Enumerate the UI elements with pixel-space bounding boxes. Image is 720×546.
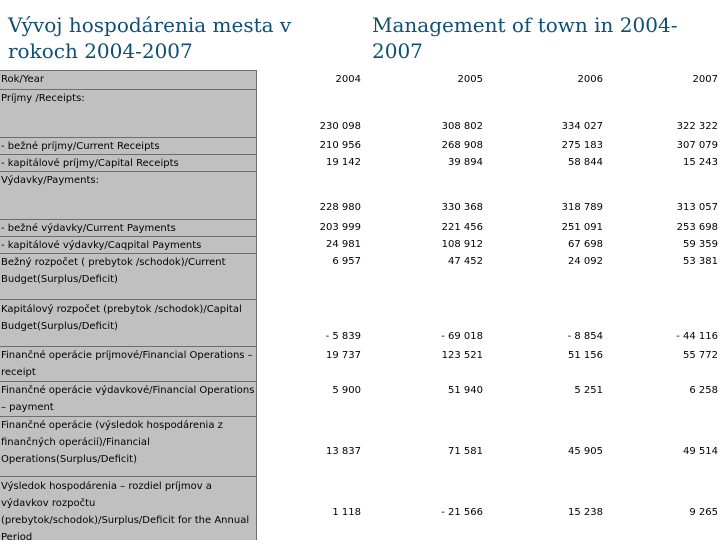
title-english: Management of town in 2004-2007: [372, 13, 678, 63]
value-cell: 6 957: [332, 256, 361, 267]
row-divider: [0, 476, 256, 477]
value-cell: 15 243: [683, 157, 718, 168]
value-cell: 19 142: [326, 157, 361, 168]
value-cell: 322 322: [676, 121, 718, 132]
value-cell: 6 258: [689, 385, 718, 396]
value-cell: 307 079: [676, 140, 718, 151]
year-2005: 2005: [457, 74, 483, 85]
label-economic-result: Výsledok hospodárenia – rozdiel príjmov a výdavkov rozpočtu (prebytok/schodok)/Surplus/Deficit for the Annual Period: [1, 481, 250, 543]
label-current-payments: - bežné výdavky/Current Payments: [1, 223, 176, 234]
label-payments: Výdavky/Payments:: [1, 175, 99, 186]
value-cell: 308 802: [441, 121, 483, 132]
value-cell: 15 238: [568, 507, 603, 518]
value-cell: - 5 839: [325, 331, 361, 342]
value-cell: - 21 566: [441, 507, 483, 518]
label-capital-payments: - kapitálové výdavky/Caqpital Payments: [1, 240, 202, 251]
value-cell: 253 698: [676, 222, 718, 233]
value-cell: 59 359: [683, 239, 718, 250]
value-cell: 47 452: [448, 256, 483, 267]
label-current-budget: Bežný rozpočet ( prebytok /schodok)/Current Budget(Surplus/Deficit): [1, 257, 226, 285]
value-cell: 49 514: [683, 446, 718, 457]
title-slovak: Vývoj hospodárenia mesta v rokoch 2004-2007: [8, 13, 292, 63]
label-capital-receipts: - kapitálové príjmy/Capital Receipts: [1, 158, 179, 169]
header-label: Rok/Year: [1, 74, 44, 85]
value-cell: 53 381: [683, 256, 718, 267]
label-fin-result: Finančné operácie (výsledok hospodárenia z finančných operácií)/Financial Operations(Surplus/Deficit): [1, 420, 223, 465]
value-cell: 228 980: [319, 202, 361, 213]
value-cell: 24 092: [568, 256, 603, 267]
value-cell: 330 368: [441, 202, 483, 213]
year-2007: 2007: [692, 74, 718, 85]
value-cell: 51 156: [568, 350, 603, 361]
label-receipts: Príjmy /Receipts:: [1, 93, 85, 104]
value-cell: 203 999: [319, 222, 361, 233]
value-cell: 13 837: [326, 446, 361, 457]
value-cell: 24 981: [326, 239, 361, 250]
value-cell: - 69 018: [441, 331, 483, 342]
label-current-receipts: - bežné príjmy/Current Receipts: [1, 141, 160, 152]
value-cell: 1 118: [332, 507, 361, 518]
value-cell: 5 900: [332, 385, 361, 396]
label-capital-budget: Kapitálový rozpočet (prebytok /schodok)/Capital Budget(Surplus/Deficit): [1, 304, 242, 332]
label-fin-payment: Finančné operácie výdavkové/Financial Operations – payment: [1, 385, 255, 413]
year-2006: 2006: [577, 74, 603, 85]
value-cell: 268 908: [441, 140, 483, 151]
value-cell: - 44 116: [676, 331, 718, 342]
value-cell: - 8 854: [567, 331, 603, 342]
value-cell: 123 521: [441, 350, 483, 361]
value-cell: 55 772: [683, 350, 718, 361]
value-cell: 251 091: [561, 222, 603, 233]
value-cell: 71 581: [448, 446, 483, 457]
value-cell: 313 057: [676, 202, 718, 213]
value-cell: 318 789: [561, 202, 603, 213]
value-cell: 108 912: [441, 239, 483, 250]
value-cell: 275 183: [561, 140, 603, 151]
value-cell: 45 905: [568, 446, 603, 457]
label-column-divider: [256, 70, 257, 540]
row-divider: [0, 299, 256, 300]
value-cell: 58 844: [568, 157, 603, 168]
value-cell: 67 698: [568, 239, 603, 250]
value-cell: 221 456: [441, 222, 483, 233]
value-cell: 9 265: [689, 507, 718, 518]
value-cell: 334 027: [561, 121, 603, 132]
value-cell: 51 940: [448, 385, 483, 396]
value-cell: 5 251: [574, 385, 603, 396]
value-cell: 19 737: [326, 350, 361, 361]
value-cell: 210 956: [319, 140, 361, 151]
value-cell: 39 894: [448, 157, 483, 168]
label-fin-receipt: Finančné operácie príjmové/Financial Operations – receipt: [1, 350, 253, 378]
year-2004: 2004: [335, 74, 361, 85]
value-cell: 230 098: [319, 121, 361, 132]
